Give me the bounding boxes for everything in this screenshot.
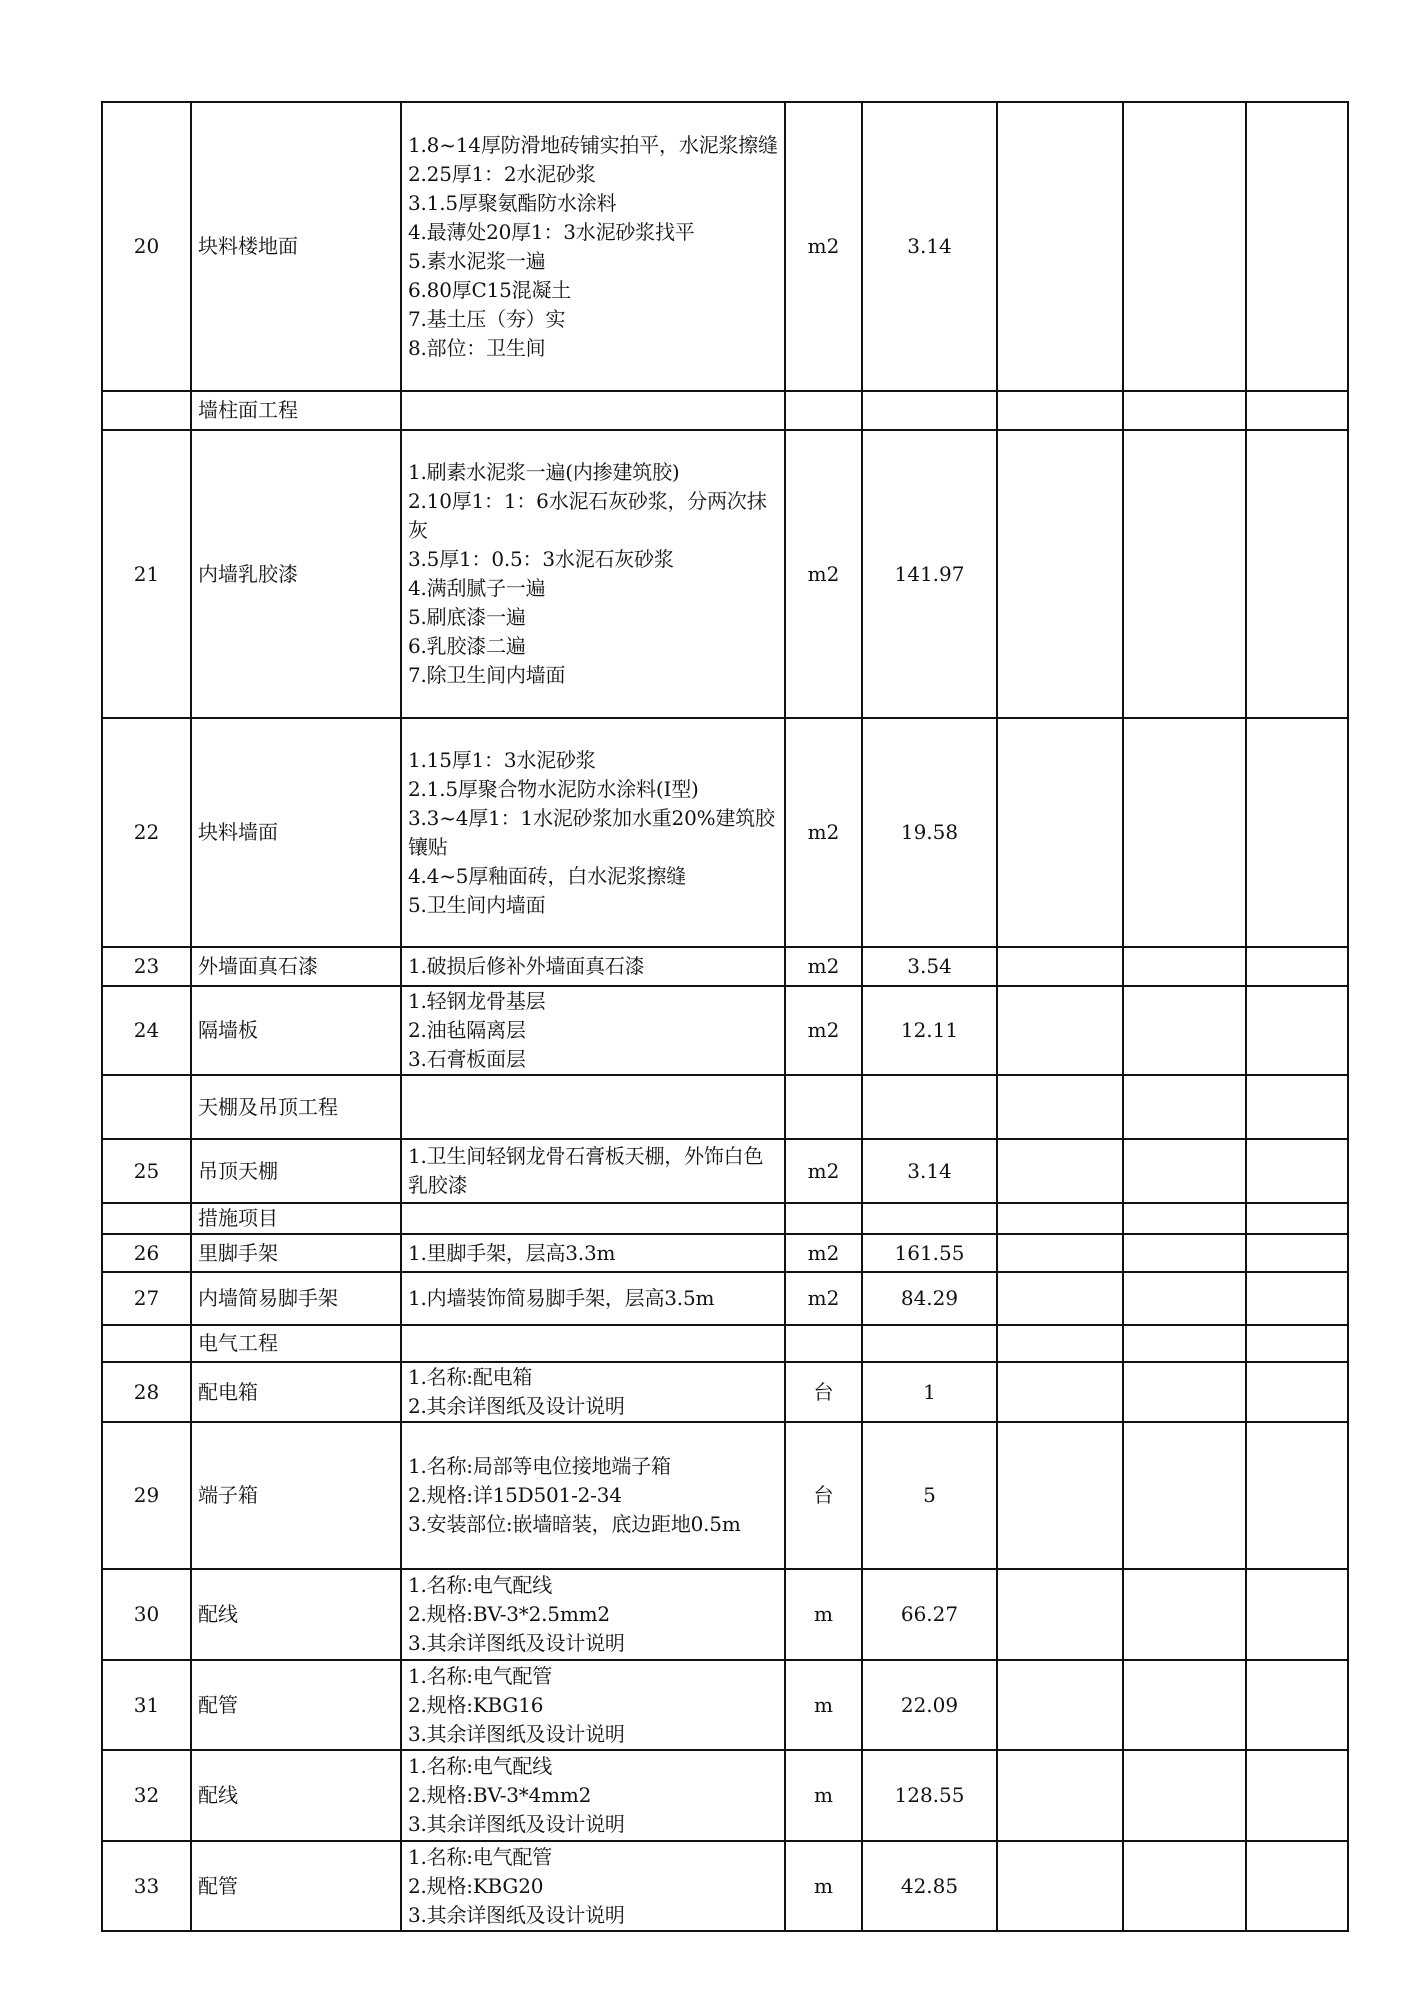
item-unit: m2 bbox=[785, 430, 862, 718]
section-title: 天棚及吊顶工程 bbox=[191, 1075, 401, 1139]
item-quantity: 3.54 bbox=[862, 947, 997, 986]
item-number: 33 bbox=[102, 1841, 191, 1931]
blank-cell bbox=[997, 947, 1123, 986]
blank-cell bbox=[997, 1569, 1123, 1660]
item-description bbox=[401, 391, 785, 430]
table-row bbox=[102, 1272, 1348, 1325]
item-number: 21 bbox=[102, 430, 191, 718]
blank-cell bbox=[997, 986, 1123, 1075]
item-description bbox=[401, 1325, 785, 1362]
blank-cell bbox=[997, 1139, 1123, 1203]
item-number: 29 bbox=[102, 1422, 191, 1569]
item-description: 1.8~14厚防滑地砖铺实拍平，水泥浆擦缝 2.25厚1：2水泥砂浆 3.1.5厚聚氨酯防水涂料 4.最薄处20厚1：3水泥砂浆找平 5.素水泥浆一遍 6.80厚C15混凝土 7.基土压（夯）实 8.部位：卫生间 bbox=[401, 102, 785, 391]
table-row bbox=[102, 986, 1348, 1075]
item-description: 1.卫生间轻钢龙骨石膏板天棚，外饰白色乳胶漆 bbox=[401, 1139, 785, 1203]
blank-cell bbox=[1123, 391, 1246, 430]
item-number: 24 bbox=[102, 986, 191, 1075]
item-unit: 台 bbox=[785, 1422, 862, 1569]
blank-cell bbox=[997, 1203, 1123, 1234]
blank-cell bbox=[997, 1272, 1123, 1325]
table-row bbox=[102, 1660, 1348, 1750]
blank-cell bbox=[1123, 1841, 1246, 1931]
item-number bbox=[102, 1075, 191, 1139]
item-unit: m2 bbox=[785, 718, 862, 947]
item-name: 配管 bbox=[191, 1841, 401, 1931]
blank-cell bbox=[997, 1750, 1123, 1841]
item-unit: m2 bbox=[785, 1139, 862, 1203]
blank-cell bbox=[997, 1325, 1123, 1362]
blank-cell bbox=[1246, 1075, 1348, 1139]
item-description: 1.名称:电气配线 2.规格:BV-3*2.5mm2 3.其余详图纸及设计说明 bbox=[401, 1569, 785, 1660]
table-row bbox=[102, 718, 1348, 947]
item-description: 1.15厚1：3水泥砂浆 2.1.5厚聚合物水泥防水涂料(I型) 3.3~4厚1：1水泥砂浆加水重20%建筑胶镶贴 4.4~5厚釉面砖，白水泥浆擦缝 5.卫生间内墙面 bbox=[401, 718, 785, 947]
blank-cell bbox=[1123, 1234, 1246, 1272]
item-quantity: 12.11 bbox=[862, 986, 997, 1075]
table-row bbox=[102, 1841, 1348, 1931]
table-row bbox=[102, 102, 1348, 391]
blank-cell bbox=[997, 1075, 1123, 1139]
item-number: 22 bbox=[102, 718, 191, 947]
item-number: 31 bbox=[102, 1660, 191, 1750]
table-row bbox=[102, 1139, 1348, 1203]
item-number: 30 bbox=[102, 1569, 191, 1660]
item-unit: 台 bbox=[785, 1362, 862, 1422]
blank-cell bbox=[1246, 1750, 1348, 1841]
item-name: 配电箱 bbox=[191, 1362, 401, 1422]
item-description: 1.名称:局部等电位接地端子箱 2.规格:详15D501-2-34 3.安装部位:嵌墙暗装，底边距地0.5m bbox=[401, 1422, 785, 1569]
item-description: 1.名称:电气配管 2.规格:KBG16 3.其余详图纸及设计说明 bbox=[401, 1660, 785, 1750]
item-quantity: 128.55 bbox=[862, 1750, 997, 1841]
blank-cell bbox=[997, 1362, 1123, 1422]
blank-cell bbox=[1246, 1139, 1348, 1203]
item-unit bbox=[785, 1203, 862, 1234]
item-quantity bbox=[862, 391, 997, 430]
item-description: 1.名称:电气配线 2.规格:BV-3*4mm2 3.其余详图纸及设计说明 bbox=[401, 1750, 785, 1841]
blank-cell bbox=[1246, 718, 1348, 947]
blank-cell bbox=[1246, 102, 1348, 391]
table-body bbox=[102, 102, 1348, 1931]
blank-cell bbox=[1123, 1203, 1246, 1234]
item-number bbox=[102, 1325, 191, 1362]
blank-cell bbox=[1123, 1075, 1246, 1139]
blank-cell bbox=[1246, 986, 1348, 1075]
blank-cell bbox=[1123, 947, 1246, 986]
blank-cell bbox=[997, 391, 1123, 430]
item-name: 内墙简易脚手架 bbox=[191, 1272, 401, 1325]
item-unit: m2 bbox=[785, 102, 862, 391]
blank-cell bbox=[1123, 1660, 1246, 1750]
table-row bbox=[102, 1422, 1348, 1569]
blank-cell bbox=[1123, 1325, 1246, 1362]
item-unit: m bbox=[785, 1841, 862, 1931]
table-row bbox=[102, 1234, 1348, 1272]
item-unit: m bbox=[785, 1750, 862, 1841]
blank-cell bbox=[997, 718, 1123, 947]
item-name: 配线 bbox=[191, 1569, 401, 1660]
item-quantity: 19.58 bbox=[862, 718, 997, 947]
item-description bbox=[401, 1075, 785, 1139]
blank-cell bbox=[1123, 430, 1246, 718]
item-name: 内墙乳胶漆 bbox=[191, 430, 401, 718]
table-row bbox=[102, 1750, 1348, 1841]
blank-cell bbox=[1123, 718, 1246, 947]
blank-cell bbox=[997, 1841, 1123, 1931]
item-number: 23 bbox=[102, 947, 191, 986]
blank-cell bbox=[1123, 1362, 1246, 1422]
blank-cell bbox=[997, 1234, 1123, 1272]
blank-cell bbox=[1123, 1272, 1246, 1325]
item-unit: m bbox=[785, 1660, 862, 1750]
item-quantity: 22.09 bbox=[862, 1660, 997, 1750]
blank-cell bbox=[1246, 1422, 1348, 1569]
item-description: 1.里脚手架，层高3.3m bbox=[401, 1234, 785, 1272]
item-name: 吊顶天棚 bbox=[191, 1139, 401, 1203]
item-quantity: 161.55 bbox=[862, 1234, 997, 1272]
item-unit bbox=[785, 391, 862, 430]
item-name: 块料楼地面 bbox=[191, 102, 401, 391]
blank-cell bbox=[1123, 1139, 1246, 1203]
item-quantity: 3.14 bbox=[862, 102, 997, 391]
item-quantity bbox=[862, 1203, 997, 1234]
blank-cell bbox=[997, 1422, 1123, 1569]
item-quantity: 5 bbox=[862, 1422, 997, 1569]
item-name: 配线 bbox=[191, 1750, 401, 1841]
item-quantity: 84.29 bbox=[862, 1272, 997, 1325]
item-number bbox=[102, 1203, 191, 1234]
table-row bbox=[102, 1569, 1348, 1660]
item-name: 配管 bbox=[191, 1660, 401, 1750]
item-description: 1.破损后修补外墙面真石漆 bbox=[401, 947, 785, 986]
item-quantity bbox=[862, 1325, 997, 1362]
blank-cell bbox=[997, 1660, 1123, 1750]
section-row bbox=[102, 1075, 1348, 1139]
item-name: 里脚手架 bbox=[191, 1234, 401, 1272]
item-quantity: 66.27 bbox=[862, 1569, 997, 1660]
blank-cell bbox=[1123, 1569, 1246, 1660]
blank-cell bbox=[1123, 986, 1246, 1075]
item-name: 块料墙面 bbox=[191, 718, 401, 947]
blank-cell bbox=[1123, 1422, 1246, 1569]
blank-cell bbox=[997, 102, 1123, 391]
blank-cell bbox=[1123, 102, 1246, 391]
item-description: 1.轻钢龙骨基层 2.油毡隔离层 3.石膏板面层 bbox=[401, 986, 785, 1075]
item-description: 1.名称:配电箱 2.其余详图纸及设计说明 bbox=[401, 1362, 785, 1422]
blank-cell bbox=[1246, 1569, 1348, 1660]
blank-cell bbox=[1246, 391, 1348, 430]
item-description bbox=[401, 1203, 785, 1234]
item-unit: m2 bbox=[785, 1272, 862, 1325]
item-quantity bbox=[862, 1075, 997, 1139]
item-number: 32 bbox=[102, 1750, 191, 1841]
blank-cell bbox=[1246, 430, 1348, 718]
item-number: 27 bbox=[102, 1272, 191, 1325]
section-row bbox=[102, 391, 1348, 430]
blank-cell bbox=[1246, 947, 1348, 986]
table-row bbox=[102, 430, 1348, 718]
blank-cell bbox=[1246, 1362, 1348, 1422]
item-number bbox=[102, 391, 191, 430]
item-number: 26 bbox=[102, 1234, 191, 1272]
item-number: 20 bbox=[102, 102, 191, 391]
blank-cell bbox=[997, 430, 1123, 718]
item-name: 外墙面真石漆 bbox=[191, 947, 401, 986]
item-quantity: 42.85 bbox=[862, 1841, 997, 1931]
item-unit: m bbox=[785, 1569, 862, 1660]
item-number: 25 bbox=[102, 1139, 191, 1203]
blank-cell bbox=[1246, 1234, 1348, 1272]
item-unit bbox=[785, 1325, 862, 1362]
blank-cell bbox=[1246, 1841, 1348, 1931]
item-unit: m2 bbox=[785, 1234, 862, 1272]
blank-cell bbox=[1246, 1203, 1348, 1234]
table-row bbox=[102, 1362, 1348, 1422]
item-quantity: 141.97 bbox=[862, 430, 997, 718]
item-description: 1.内墙装饰简易脚手架，层高3.5m bbox=[401, 1272, 785, 1325]
item-quantity: 1 bbox=[862, 1362, 997, 1422]
section-title: 电气工程 bbox=[191, 1325, 401, 1362]
section-row bbox=[102, 1325, 1348, 1362]
item-description: 1.名称:电气配管 2.规格:KBG20 3.其余详图纸及设计说明 bbox=[401, 1841, 785, 1931]
section-row bbox=[102, 1203, 1348, 1234]
item-quantity: 3.14 bbox=[862, 1139, 997, 1203]
section-title: 措施项目 bbox=[191, 1203, 401, 1234]
item-unit bbox=[785, 1075, 862, 1139]
blank-cell bbox=[1246, 1272, 1348, 1325]
item-description: 1.刷素水泥浆一遍(内掺建筑胶) 2.10厚1：1：6水泥石灰砂浆，分两次抹灰 3.5厚1：0.5：3水泥石灰砂浆 4.满刮腻子一遍 5.刷底漆一遍 6.乳胶漆二遍 7.除卫生间内墙面 bbox=[401, 430, 785, 718]
blank-cell bbox=[1123, 1750, 1246, 1841]
item-name: 隔墙板 bbox=[191, 986, 401, 1075]
table-row bbox=[102, 947, 1348, 986]
item-name: 端子箱 bbox=[191, 1422, 401, 1569]
item-unit: m2 bbox=[785, 947, 862, 986]
blank-cell bbox=[1246, 1325, 1348, 1362]
item-unit: m2 bbox=[785, 986, 862, 1075]
blank-cell bbox=[1246, 1660, 1348, 1750]
section-title: 墙柱面工程 bbox=[191, 391, 401, 430]
bill-of-quantities-table bbox=[101, 101, 1349, 1932]
item-number: 28 bbox=[102, 1362, 191, 1422]
